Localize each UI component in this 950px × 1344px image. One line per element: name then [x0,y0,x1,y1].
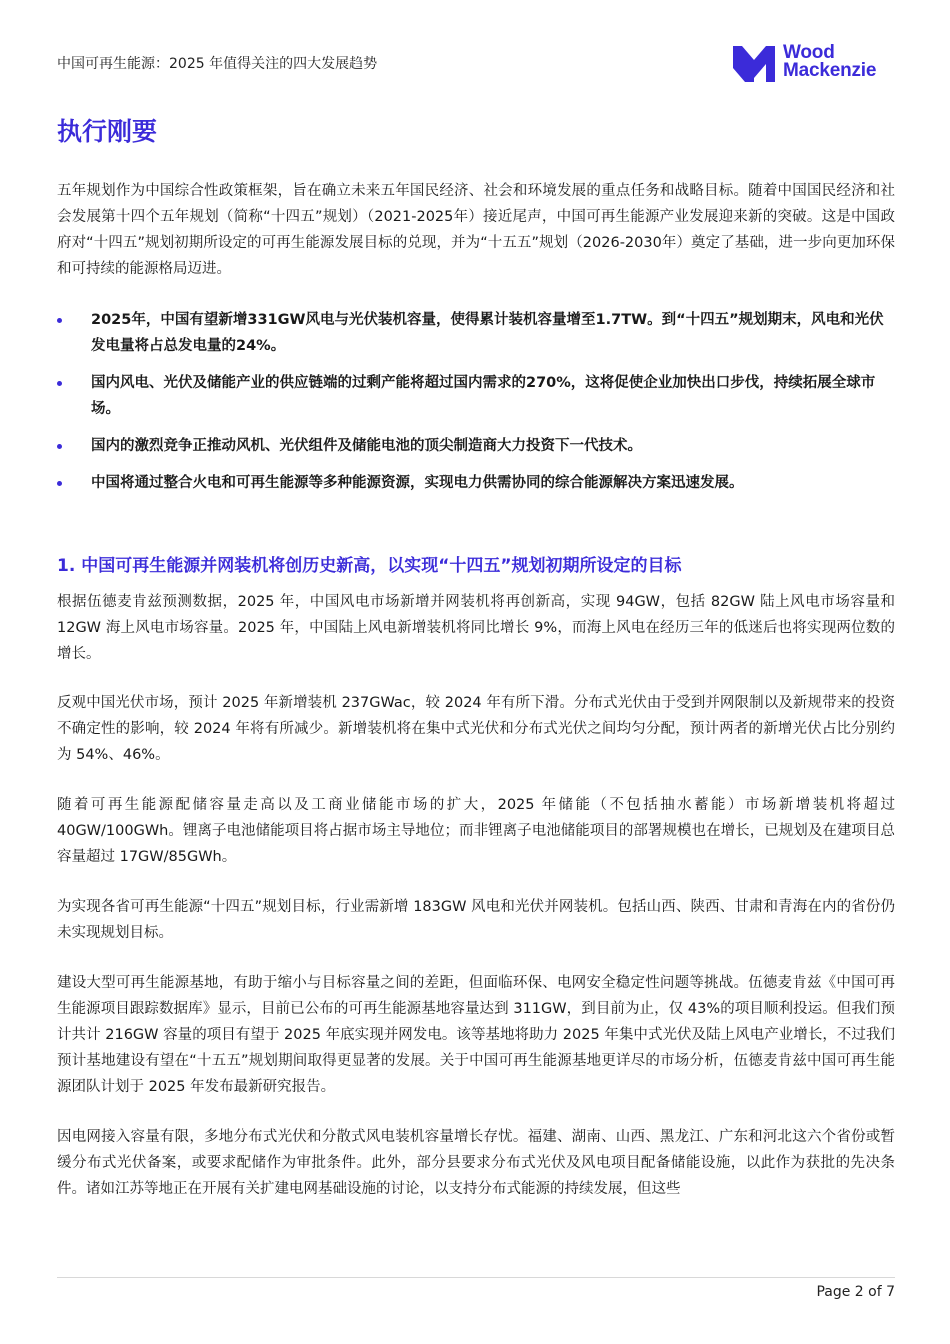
highlights-list [57,307,895,507]
bullet-icon [57,481,62,486]
highlight-text: 2025年，中国有望新增331GW风电与光伏装机容量，使得累计装机容量增至1.7TW。到“十四五”规划期末，风电和光伏发电量将占总发电量的24%。 [91,312,884,354]
page-heading: 执行刚要 [57,117,158,146]
highlight-item [57,433,895,459]
bullet-icon [57,444,62,449]
body-paragraph: 随着可再生能源配储容量走高以及工商业储能市场的扩大，2025 年储能（不包括抽水蓄能）市场新增装机将超过40GW/100GWh。锂离子电池储能项目将占据市场主导地位；而非锂离子电池储能项目的部署规模也在增长，已规划及在建项目总容量超过 17GW/85GWh。 [57,797,895,865]
logo-wordmark [783,44,876,80]
wood-mackenzie-logo [733,44,903,84]
document-title: 中国可再生能源：2025 年值得关注的四大发展趋势 [57,56,378,72]
highlight-text: 国内的激烈竞争正推动风机、光伏组件及储能电池的顶尖制造商大力投资下一代技术。 [91,438,642,454]
highlight-text: 中国将通过整合火电和可再生能源等多种能源资源，实现电力供需协同的综合能源解决方案迅速发展。 [91,475,744,491]
section-heading: 1. 中国可再生能源并网装机将创历史新高，以实现“十四五”规划初期所设定的目标 [57,556,682,576]
footer-divider [57,1277,895,1278]
body-paragraph: 建设大型可再生能源基地，有助于缩小与目标容量之间的差距，但面临环保、电网安全稳定性问题等挑战。伍德麦肯兹《中国可再生能源项目跟踪数据库》显示，目前已公布的可再生能源基地容量达到 311GW，到目前为止，仅 43%的项目顺利投运。但我们预计共计 216GW 容量的项目有望于 2025 年底实现并网发电。该等基地将助力 2025 年集中式光伏及陆上风电产业增长，不过我们预计基地建设有望在“十五五”规划期间取得更显著的发展。关于中国可再生能源基地更详尽的市场分析，伍德麦肯兹中国可再生能源团队计划于 2025 年发布最新研究报告。 [57,975,895,1095]
page-number: Page 2 of 7 [816,1284,895,1300]
bullet-icon [57,318,62,323]
logo-line-1: Wood [783,42,835,63]
body-paragraph: 反观中国光伏市场，预计 2025 年新增装机 237GWac，较 2024 年有所下滑。分布式光伏由于受到并网限制以及新规带来的投资不确定性的影响，较 2024 年将有所减少。新增装机将在集中式光伏和分布式光伏之间均匀分配，预计两者的新增光伏占比分别约为 54%、46%。 [57,695,895,763]
highlight-item [57,307,895,359]
logo-mark-icon [733,46,775,82]
body-paragraph: 为实现各省可再生能源“十四五”规划目标，行业需新增 183GW 风电和光伏并网装机。包括山西、陕西、甘肃和青海在内的省份仍未实现规划目标。 [57,899,895,941]
body-paragraph: 根据伍德麦肯兹预测数据，2025 年，中国风电市场新增并网装机将再创新高，实现 94GW，包括 82GW 陆上风电市场容量和 12GW 海上风电市场容量。2025 年，中国陆上风电新增装机将同比增长 9%，而海上风电在经历三年的低迷后也将实现两位数的增长。 [57,594,895,662]
body-paragraph: 因电网接入容量有限，多地分布式光伏和分散式风电装机容量增长存忧。福建、湖南、山西、黑龙江、广东和河北这六个省份或暂缓分布式光伏备案，或要求配储作为审批条件。此外，部分县要求分布式光伏及风电项目配备储能设施，以此作为获批的先决条件。诸如江苏等地正在开展有关扩建电网基础设施的讨论，以支持分布式能源的持续发展，但这些 [57,1129,895,1197]
highlight-item [57,370,895,422]
bullet-icon [57,381,62,386]
highlight-text: 国内风电、光伏及储能产业的供应链端的过剩产能将超过国内需求的270%，这将促使企业加快出口步伐，持续拓展全球市场。 [91,375,876,417]
logo-line-2: Mackenzie [783,60,877,81]
highlight-item [57,470,895,496]
intro-paragraph: 五年规划作为中国综合性政策框架，旨在确立未来五年国民经济、社会和环境发展的重点任务和战略目标。随着中国国民经济和社会发展第十四个五年规划（简称“十四五”规划）（2021-2025年）接近尾声，中国可再生能源产业发展迎来新的突破。这是中国政府对“十四五”规划初期所设定的可再生能源发展目标的兑现，并为“十五五”规划（2026-2030年）奠定了基础，进一步向更加环保和可持续的能源格局迈进。 [57,183,895,277]
